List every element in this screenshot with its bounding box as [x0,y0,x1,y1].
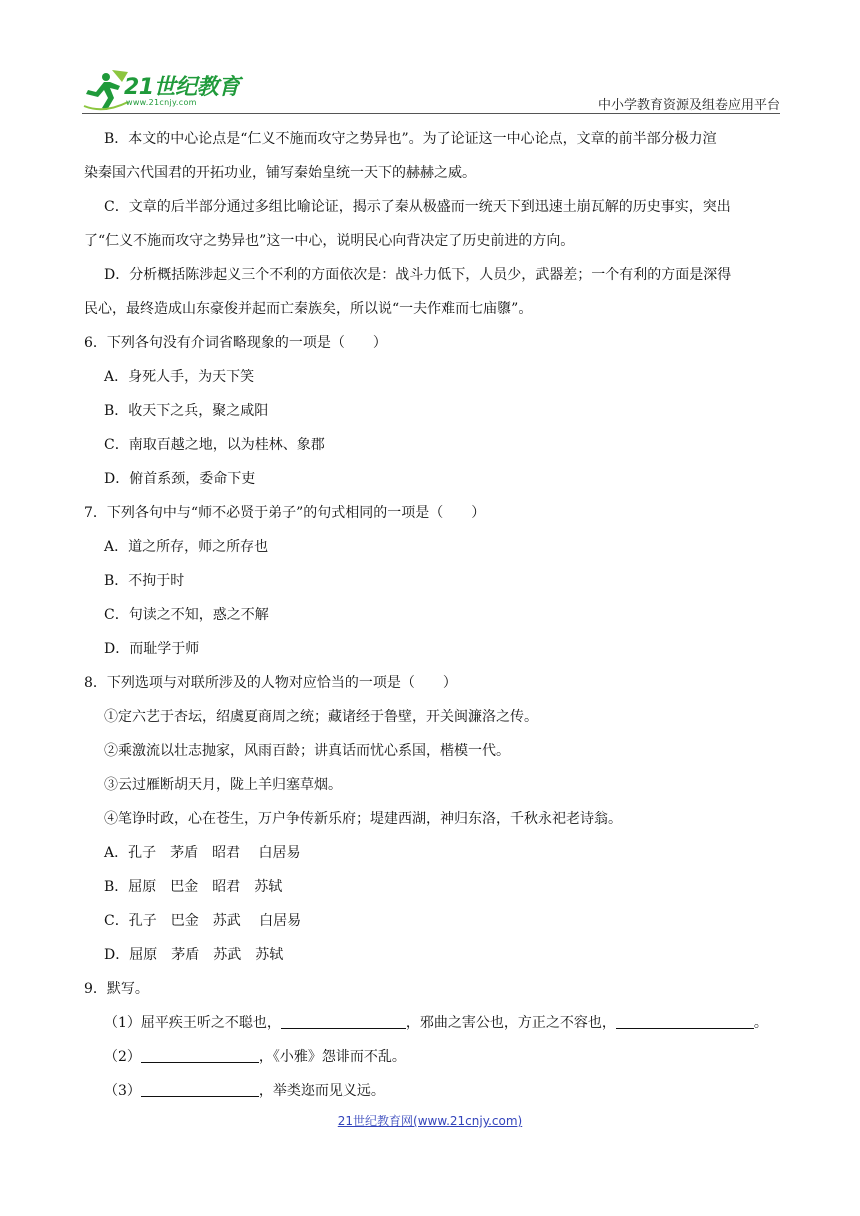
q9-item1-text-b: ，邪曲之害公也，方正之不容也， [405,1015,616,1031]
q6-option-d: D．俯首系颈，委命下吏 [104,471,256,487]
option-c-line-1: C．文章的后半部分通过多组比喻论证，揭示了秦从极盛而一统天下到迅速土崩瓦解的历史事实，突出 [104,199,731,215]
q9-item1-text-a: （1）屈平疾王听之不聪也， [104,1015,281,1031]
option-d-line-1: D．分析概括陈涉起义三个不利的方面依次是：战斗力低下，人员少，武器差；一个有利的方面是深得 [104,267,732,283]
q8-option-d: D．屈原 茅盾 苏武 苏轼 [104,947,284,963]
q6-option-b: B．收天下之兵，聚之咸阳 [104,403,269,419]
q9-item2-blank[interactable] [141,1044,259,1063]
page-header [82,66,780,116]
q8-option-c: C．孔子 巴金 苏武 白居易 [104,913,302,929]
q8-couplet-2: ②乘激流以壮志抛家，风雨百龄；讲真话而忧心系国，楷模一代。 [104,743,510,759]
q8-option-b: B．屈原 巴金 昭君 苏轼 [104,879,283,895]
q6-option-a: A．身死人手，为天下笑 [104,369,255,385]
question-6-stem: 6．下列各句没有介词省略现象的一项是（ ） [84,335,387,351]
q8-option-a: A．孔子 茅盾 昭君 白居易 [104,845,301,861]
option-d-line-2: 民心，最终造成山东豪俊并起而亡秦族矣，所以说“一夫作难而七庙隳”。 [84,301,533,317]
option-c-line-2: 了“仁义不施而攻守之势异也”这一中心，说明民心向背决定了历史前进的方向。 [84,233,575,249]
site-logo [82,68,257,112]
q9-item-1 [84,1006,780,1040]
exam-content [84,122,780,1108]
question-8-stem: 8．下列选项与对联所涉及的人物对应恰当的一项是（ ） [84,675,457,691]
q7-option-a: A．道之所存，师之所存也 [104,539,269,555]
q7-option-c: C．句读之不知，惑之不解 [104,607,269,623]
logo-brand-text: 21世纪教育 [124,75,240,100]
q9-item1-blank-2[interactable] [616,1010,754,1029]
q9-item-3 [84,1074,780,1108]
question-7-stem: 7．下列各句中与“师不必贤于弟子”的句式相同的一项是（ ） [84,505,486,521]
footer-link[interactable]: 21世纪教育网(www.21cnjy.com) [337,1114,523,1128]
logo-url-text: www.21cnjy.com [126,98,197,107]
runner-logo-icon [82,68,130,112]
q8-couplet-3: ③云过雁断胡天月，陇上羊归塞草烟。 [104,777,342,793]
platform-title: 中小学教育资源及组卷应用平台 [597,98,780,113]
q9-item3-blank[interactable] [141,1078,259,1097]
q7-option-d: D．而耻学于师 [104,641,200,657]
q9-item-2 [84,1040,780,1074]
q6-option-c: C．南取百越之地，以为桂林、象郡 [104,437,325,453]
page-footer [0,1112,860,1129]
q9-item2-text-b: ，《小雅》怨诽而不乱。 [258,1049,406,1065]
question-9-stem: 9．默写。 [84,981,149,997]
q8-couplet-1: ①定六艺于杏坛，绍虞夏商周之统；藏诸经于鲁壁，开关闽濂洛之传。 [104,709,538,725]
q9-item2-text-a: （2） [104,1049,141,1065]
q8-couplet-4: ④笔诤时政，心在苍生，万户争传新乐府；堤建西湖，神归东洛，千秋永祀老诗翁。 [104,811,622,827]
q9-item3-text-b: ，举类迩而见义远。 [258,1083,385,1099]
header-divider [82,113,780,114]
option-b-line-1: B．本文的中心论点是“仁义不施而攻守之势异也”。为了论证这一中心论点，文章的前半部分极力渲 [104,131,717,147]
q9-item3-text-a: （3） [104,1083,141,1099]
q9-item1-text-c: 。 [753,1015,768,1031]
q9-item1-blank-1[interactable] [281,1010,406,1029]
q7-option-b: B．不拘于时 [104,573,185,589]
option-b-line-2: 染秦国六代国君的开拓功业，铺写秦始皇统一天下的赫赫之威。 [84,165,476,181]
